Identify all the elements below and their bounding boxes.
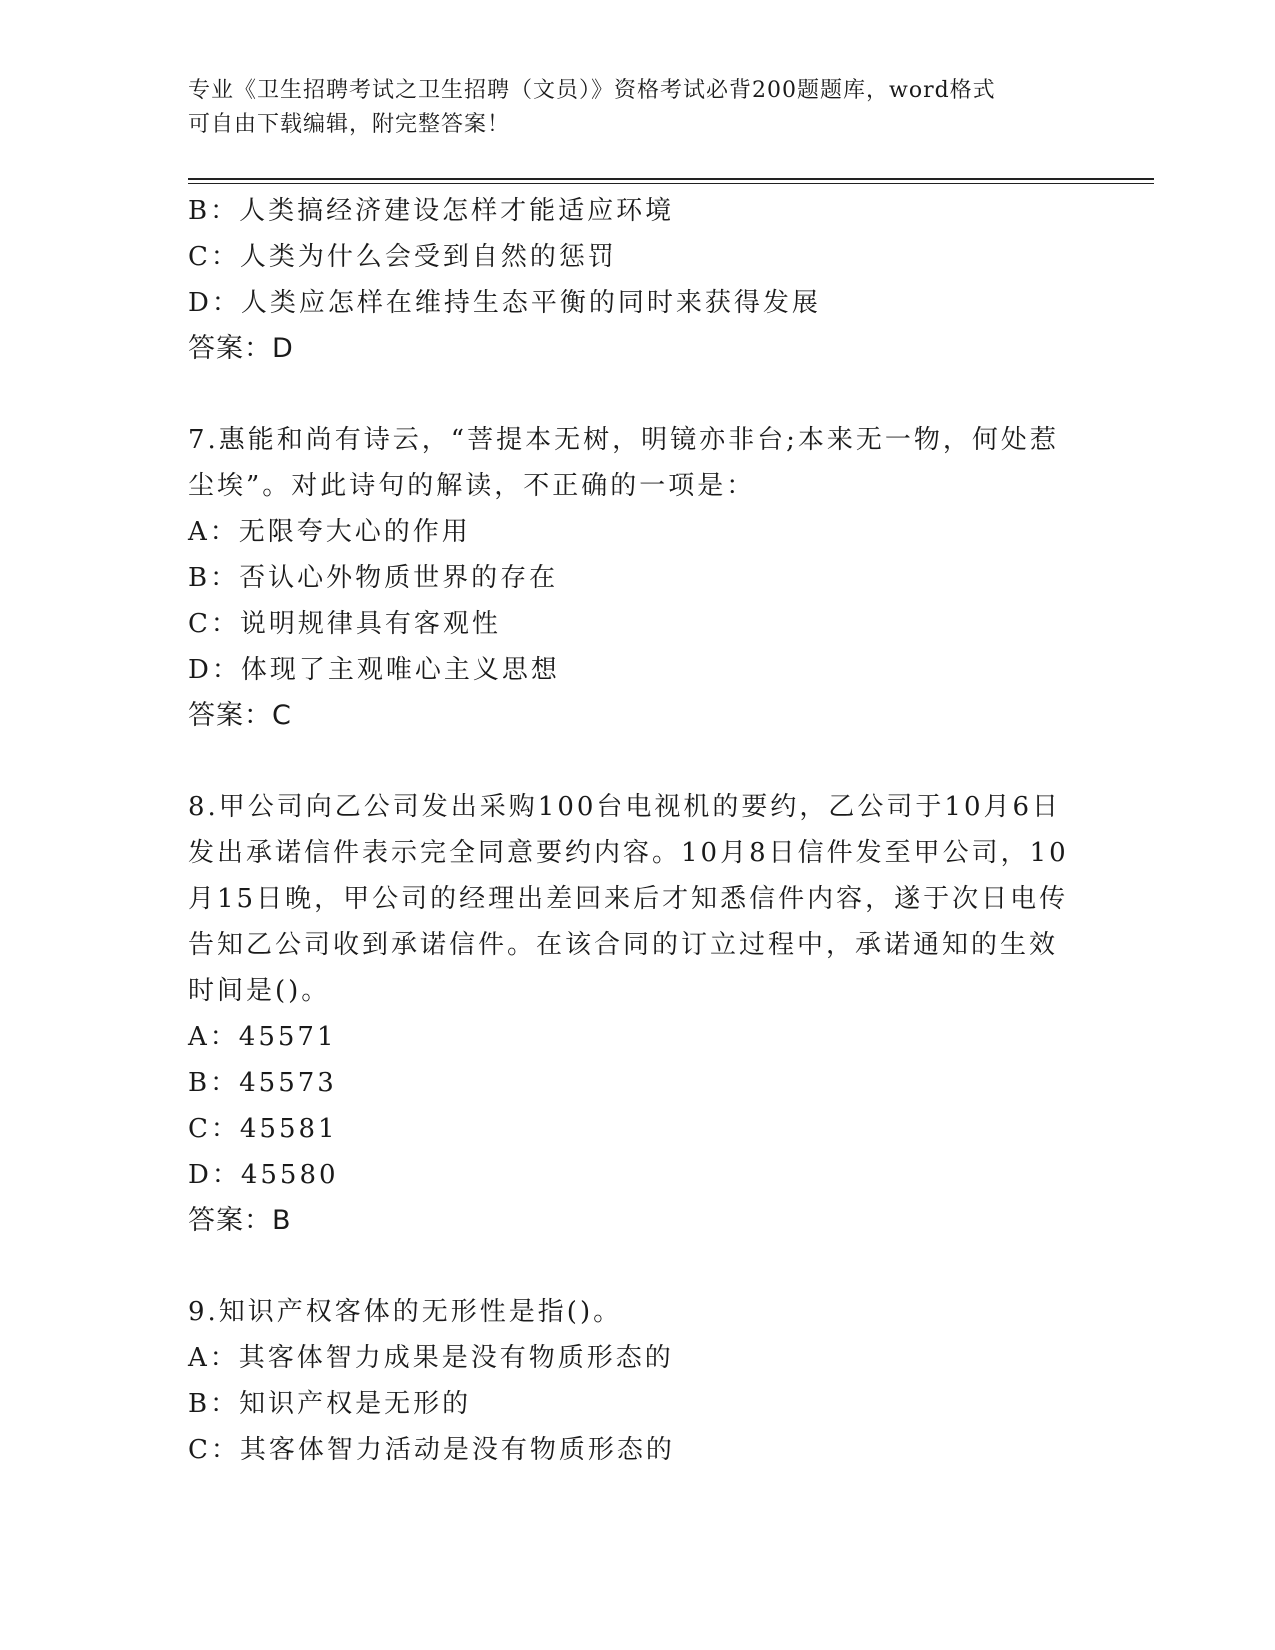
q6-answer: 答案：D [188, 333, 294, 364]
q7-answer: 答案：C [188, 700, 292, 731]
document-header [188, 74, 1088, 142]
q9-option-c: C：其客体智力活动是没有物质形态的 [188, 1435, 675, 1465]
q8-answer: 答案：B [188, 1205, 292, 1236]
q6-option-c: C：人类为什么会受到自然的惩罚 [188, 242, 617, 272]
q7-stem-line-2: 尘埃”。对此诗句的解读，不正确的一项是： [188, 471, 756, 501]
q8-stem-line-3: 月15日晚，甲公司的经理出差回来后才知悉信件内容，遂于次日电传 [188, 884, 1069, 914]
question-content [188, 188, 1068, 1473]
question-7 [188, 417, 1068, 739]
question-8 [188, 784, 1068, 1244]
q7-option-b: B：否认心外物质世界的存在 [188, 563, 559, 593]
header-title-line-2: 可自由下载编辑，附完整答案！ [188, 112, 511, 137]
q9-stem-line-1: 9.知识产权客体的无形性是指()。 [188, 1297, 623, 1327]
q9-option-b: B：知识产权是无形的 [188, 1389, 472, 1419]
q8-stem-line-1: 8.甲公司向乙公司发出采购100台电视机的要约，乙公司于10月6日 [188, 792, 1062, 822]
q8-stem-line-4: 告知乙公司收到承诺信件。在该合同的订立过程中，承诺通知的生效 [188, 930, 1059, 960]
q8-stem-line-5: 时间是()。 [188, 976, 331, 1006]
q8-option-d: D：45580 [188, 1160, 339, 1190]
q8-stem-line-2: 发出承诺信件表示完全同意要约内容。10月8日信件发至甲公司，10 [188, 838, 1069, 868]
q8-option-a: A：45571 [188, 1022, 337, 1052]
q7-option-a: A：无限夸大心的作用 [188, 517, 471, 547]
header-title-line-1: 专业《卫生招聘考试之卫生招聘（文员）》资格考试必背200题题库，word格式 [188, 78, 996, 103]
q9-option-a: A：其客体智力成果是没有物质形态的 [188, 1343, 674, 1373]
spacer [188, 1244, 1068, 1289]
q7-option-c: C：说明规律具有客观性 [188, 609, 501, 639]
q7-option-d: D：体现了主观唯心主义思想 [188, 655, 560, 685]
spacer [188, 372, 1068, 417]
header-divider [188, 178, 1154, 184]
q6-option-b: B：人类搞经济建设怎样才能适应环境 [188, 196, 675, 226]
question-6 [188, 188, 1068, 372]
q8-option-b: B：45573 [188, 1068, 337, 1098]
q6-option-d: D：人类应怎样在维持生态平衡的同时来获得发展 [188, 288, 821, 318]
spacer [188, 739, 1068, 784]
question-9 [188, 1289, 1068, 1473]
q8-option-c: C：45581 [188, 1114, 338, 1144]
q7-stem-line-1: 7.惠能和尚有诗云，“菩提本无树，明镜亦非台;本来无一物，何处惹 [188, 425, 1059, 455]
